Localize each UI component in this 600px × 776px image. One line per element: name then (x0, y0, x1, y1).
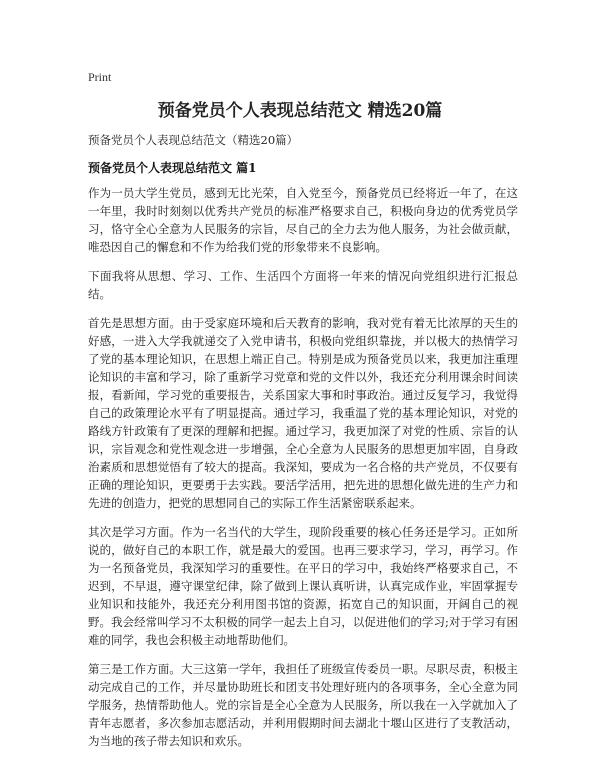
page-title: 预备党员个人表现总结范文 精选20篇 (157, 101, 443, 121)
paragraph-work: 第三是工作方面。大三这第一学年，我担任了班级宣传委员一职。尽职尽责，积极主动完成自己的工作，并尽量协助班长和团支书处理好班内的各项事务，全心全意为同学服务，热情帮助他人。党的宗旨是全心全意为人民服务，所以我在一入学就加入了青年志愿者，多次参加志愿活动，并利用假期时间去湖北十堰山区进行了支教活动，为当地的孩子带去知识和欢乐。 (88, 662, 518, 748)
paragraph-overview: 下面我将从思想、学习、工作、生活四个方面将一年来的情况向党组织进行汇报总结。 (88, 269, 518, 301)
document-subtitle: 预备党员个人表现总结范文（精选20篇） (88, 133, 299, 147)
document-body (88, 184, 518, 761)
paragraph-intro: 作为一员大学生党员，感到无比光荣，自入党至今，预备党员已经将近一年了，在这一年里，我时时刻刻以优秀共产党员的标准严格要求自己，积极向身边的优秀党员学习，恪守全心全意为人民服务的宗旨，尽自己的全力去为他人服务，为社会做贡献，唯恐因自己的懈怠和不作为给我们党的形象带来不良影响。 (88, 186, 518, 254)
print-link[interactable]: Print (88, 70, 112, 84)
paragraph-thought: 首先是思想方面。由于受家庭环境和后天教育的影响，我对党有着无比浓厚的天生的好感，一进入大学我就递交了入党申请书，积极向党组织靠拢，并以极大的热情学习了党的基本理论知识，在思想上端正自己。特别是成为预备党员以来，我更加注重理论知识的丰富和学习，除了重新学习党章和党的文件以外，我还充分利用课余时间读报，看新闻，学习党的重要报告，关系国家大事和时事政治。通过反复学习，我觉得自己的政策理论水平有了明显提高。通过学习，我重温了党的基本理论知识，对党的路线方针政策有了更深的理解和把握。通过学习，我更加深了对党的性质、宗旨的认识，宗旨观念和党性观念进一步增强，全心全意为人民服务的思想更加牢固，自身政治素质和思想觉悟有了较大的提高。我深知，要成为一名合格的共产党员，不仅要有正确的理论知识，更要勇于去实践。要活学活用，把先进的思想化做先进的生产力和先进的创造力，把党的思想同自己的实际工作生活紧密联系起来。 (88, 316, 518, 510)
section-heading: 预备党员个人表现总结范文 篇1 (88, 161, 257, 175)
paragraph-study: 其次是学习方面。作为一名当代的大学生，现阶段重要的核心任务还是学习。正如所说的，做好自己的本职工作，就是最大的爱国。也再三要求学习，学习，再学习。作为一名预备党员，我深知学习的重要性。在平日的学习中，我始终严格要求自己，不迟到，不早退，遵守课堂纪律，除了做到上课认真听讲，认真完成作业，牢固掌握专业知识和技能外，我还充分利用图书馆的资源，拓宽自己的知识面，开阔自己的视野。我会经常叫学习不太积极的同学一起去上自习，以促进他们的学习;对于学习有困难的同学，我也会积极主动地帮助他们。 (88, 525, 518, 647)
